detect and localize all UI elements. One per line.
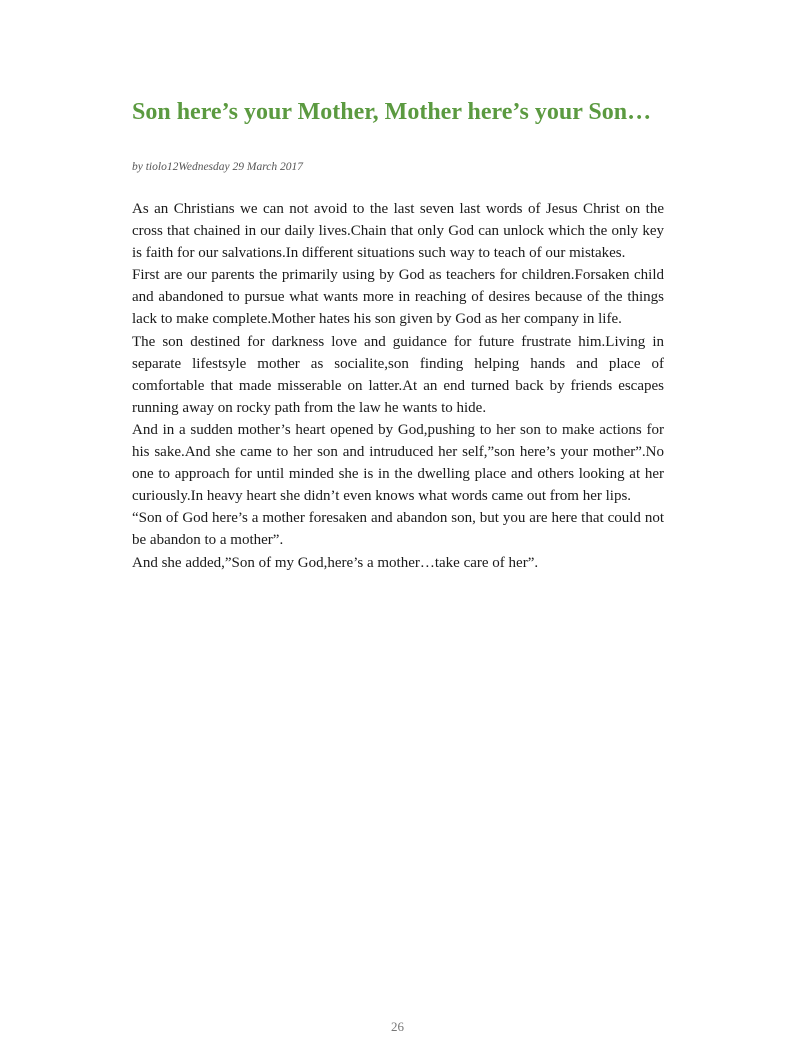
article-body — [132, 198, 664, 574]
article-title: Son here’s your Mother, Mother here’s your Son… — [132, 99, 652, 125]
article-byline: by tiolo12Wednesday 29 March 2017 — [132, 161, 303, 173]
paragraph: And she added,”Son of my God,here’s a mother…take care of her”. — [132, 554, 539, 571]
paragraph: “Son of God here’s a mother foresaken and abandon son, but you are here that could not be abandon to a mother”. — [132, 510, 664, 549]
paragraph: And in a sudden mother’s heart opened by God,pushing to her son to make actions for his sake.And she came to her son and intruduced her self,”son here’s your mother”.No one to approach for until minded she is in the dwelling place and others looking at her curiously.In heavy heart she didn’t even knows what words came out from her lips. — [132, 421, 664, 505]
paragraph: The son destined for darkness love and guidance for future frustrate him.Living in separate lifestsyle mother as socialite,son finding helping hands and place of comfortable that made misserable on latter.At an end turned back by friends escapes running away on rocky path from the law he wants to hide. — [132, 333, 664, 416]
page-number: 26 — [391, 1019, 404, 1034]
paragraph: As an Christians we can not avoid to the last seven last words of Jesus Christ on the cross that chained in our daily lives.Chain that only God can unlock which the only key is faith for our salvations.In different situations such way to teach of our mistakes. — [132, 201, 664, 262]
paragraph: First are our parents the primarily using by God as teachers for children.Forsaken child and abandoned to pursue what wants more in reaching of desires because of the things lack to make complete.Mother hates his son given by God as her company in life. — [132, 267, 664, 328]
